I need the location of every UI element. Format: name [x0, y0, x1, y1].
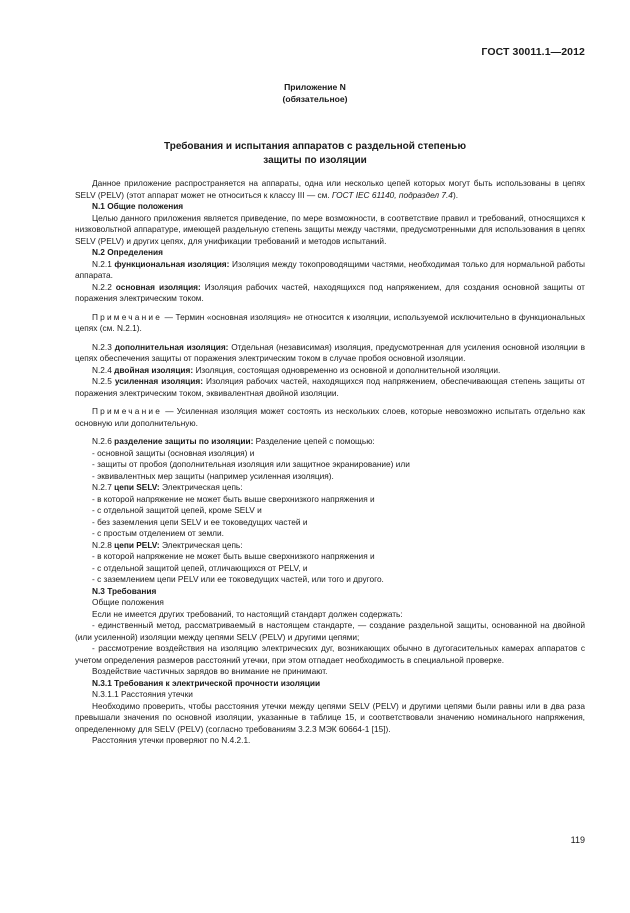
page-number: 119 — [570, 835, 585, 845]
document-body — [75, 178, 585, 747]
definition-term: разделение защиты по изоляции: — [114, 436, 254, 446]
definition-n2-6 — [75, 436, 585, 448]
definition-n2-5 — [75, 376, 585, 399]
definition-number: N.2.6 — [92, 436, 115, 446]
section-heading-n3-1: N.3.1 Требования к электрической прочности изоляции — [92, 677, 321, 688]
list-item: - защиты от пробоя (дополнительная изоляция или защитное экранирование) или — [92, 459, 410, 469]
intro-end: ). — [452, 189, 459, 200]
list-item: - в которой напряжение не может быть выше сверхнизкого напряжения и — [92, 493, 375, 504]
partial-discharge-paragraph: Воздействие частичных зарядов во внимание не принимают. — [92, 666, 328, 676]
definition-n2-8 — [75, 540, 585, 552]
intro-reference: ГОСТ IEC 61140, подраздел 7.4 — [331, 189, 453, 200]
note-label: Примечание — [92, 311, 163, 322]
section-heading-n3: N.3 Требования — [92, 585, 157, 596]
annex-title-line-2: защиты по изоляции — [263, 155, 367, 166]
list-item: - без заземления цепи SELV и ее токоведущих частей и — [92, 516, 308, 527]
list-item: - с заземлением цепи PELV или ее токоведущих частей, или того и другого. — [92, 574, 384, 584]
definition-n2-2 — [75, 282, 585, 305]
note-text: — Термин «основная изоляция» не относится к изоляции, используемой исключительно в функциональных цепях (см. N.2.1). — [75, 311, 585, 333]
list-item: - с простым отделением от земли. — [92, 528, 224, 538]
definition-number: N.2.2 — [92, 281, 116, 292]
definition-number: N.2.5 — [92, 376, 115, 386]
annex-label: Приложение N — [284, 82, 346, 92]
note-1 — [75, 312, 585, 335]
definition-number: N.2.7 — [92, 482, 115, 492]
definition-term: двойная изоляция: — [114, 364, 194, 375]
n3-subheading: Общие положения — [92, 597, 164, 607]
definition-term: усиленная изоляция: — [114, 376, 203, 386]
annex-status: (обязательное) — [282, 94, 348, 104]
definition-term: основная изоляция: — [115, 281, 201, 292]
definition-number: N.2.1 — [92, 258, 115, 269]
intro-paragraph — [75, 178, 585, 201]
list-item: - основной защиты (основная изоляция) и — [92, 447, 255, 458]
annex-title — [0, 140, 630, 168]
annex-heading — [0, 81, 630, 105]
note-label: Примечание — [92, 406, 163, 416]
n3-lead: Если не имеется других требований, то настоящий стандарт должен содержать: — [92, 608, 403, 619]
definition-text: Разделение цепей с помощью: — [253, 436, 375, 446]
n3-1-1-check: Расстояния утечки проверяют по N.4.2.1. — [92, 735, 251, 745]
list-item: - эквивалентных мер защиты (например усиленная изоляция). — [92, 470, 334, 481]
standard-number: ГОСТ 30011.1—2012 — [481, 46, 585, 58]
definition-number: N.2.3 — [92, 341, 115, 352]
n1-paragraph: Целью данного приложения является приведение, по мере возможности, в соответствие правил и требований, относящихся к низковольтной аппаратуре, имеющей раздельную степень защиты между частями, предусмотренными для использования в цепях SELV (PELV) и других цепях, для унификации требований и методов испытаний. — [75, 212, 585, 246]
definition-number: N.2.4 — [92, 364, 115, 375]
definition-number: N.2.8 — [92, 539, 115, 550]
list-item: - рассмотрение воздействия на изоляцию электрических дуг, возникающих обычно в дугогасительных камерах аппаратов с учетом определения размеров расстояний утечки, при этом отпадает необходимость в специальной проверке. — [75, 643, 585, 665]
definition-text: Изоляция между токопроводящими частями, необходимая только для нормальной работы аппарата. — [75, 258, 585, 280]
note-2 — [75, 406, 585, 429]
definition-text: Изоляция, состоящая одновременно из основной и дополнительной изоляции. — [193, 364, 501, 375]
definition-term: цепи PELV: — [114, 539, 160, 550]
list-item: - единственный метод, рассматриваемый в настоящем стандарте, — создание раздельной защиты, основанной на двойной (или усиленной) изоляции между цепями SELV (PELV) и другими цепями; — [75, 620, 585, 642]
definition-term: дополнительная изоляция: — [114, 341, 229, 352]
annex-title-line-1: Требования и испытания аппаратов с раздельной степенью — [163, 141, 466, 152]
list-item: - с отдельной защитой цепей, кроме SELV и — [92, 505, 262, 515]
definition-term: цепи SELV: — [114, 482, 160, 492]
list-item: - с отдельной защитой цепей, отличающихся от PELV, и — [92, 562, 308, 573]
definition-n2-1 — [75, 259, 585, 282]
definition-n2-3 — [75, 342, 585, 365]
n3-1-1-subheading: N.3.1.1 Расстояния утечки — [92, 689, 193, 699]
definition-text: Изоляция рабочих частей, находящихся под напряжением, обеспечивающая степень защиты от поражения электрическим током, эквивалентная двойной изоляции. — [75, 376, 585, 398]
intro-text: Данное приложение распространяется на аппараты, одна или несколько цепей которых могут быть использованы в цепях SELV (PELV) (этот аппарат может не относиться к классу III — см. — [75, 178, 585, 200]
definition-text: Отдельная (независимая) изоляция, предусмотренная для усиления основной изоляции в цепях обеспечения защиты от поражения электрическим током в случае пробоя основной изоляции. — [75, 341, 585, 363]
note-text: — Усиленная изоляция может состоять из нескольких слоев, которые невозможно испытать отдельно как основную или дополнительную. — [75, 406, 585, 428]
list-item: - в которой напряжение не может быть выше сверхнизкого напряжения и — [92, 551, 375, 561]
section-heading-n1: N.1 Общие положения — [92, 201, 184, 211]
n3-1-1-paragraph: Необходимо проверить, чтобы расстояния утечки между цепями SELV (PELV) и другими цепями были равны или в два раза превышали значения по основной изоляции, указанные в таблице 15, и соответствовали значению номинального напряжения, определенному для SELV (PELV) (согласно требованиям 3.2.3 МЭК 60664-1 [15]). — [75, 700, 585, 734]
definition-text: Электрическая цепь: — [159, 539, 243, 550]
definition-text: Электрическая цепь: — [159, 482, 243, 492]
definition-n2-4 — [75, 365, 585, 377]
definition-text: Изоляция рабочих частей, находящихся под напряжением, для создания основной защиты от поражения электрическим током. — [75, 281, 585, 303]
section-heading-n2: N.2 Определения — [92, 247, 163, 257]
definition-n2-7 — [75, 482, 585, 494]
definition-term: функциональная изоляция: — [114, 258, 230, 269]
